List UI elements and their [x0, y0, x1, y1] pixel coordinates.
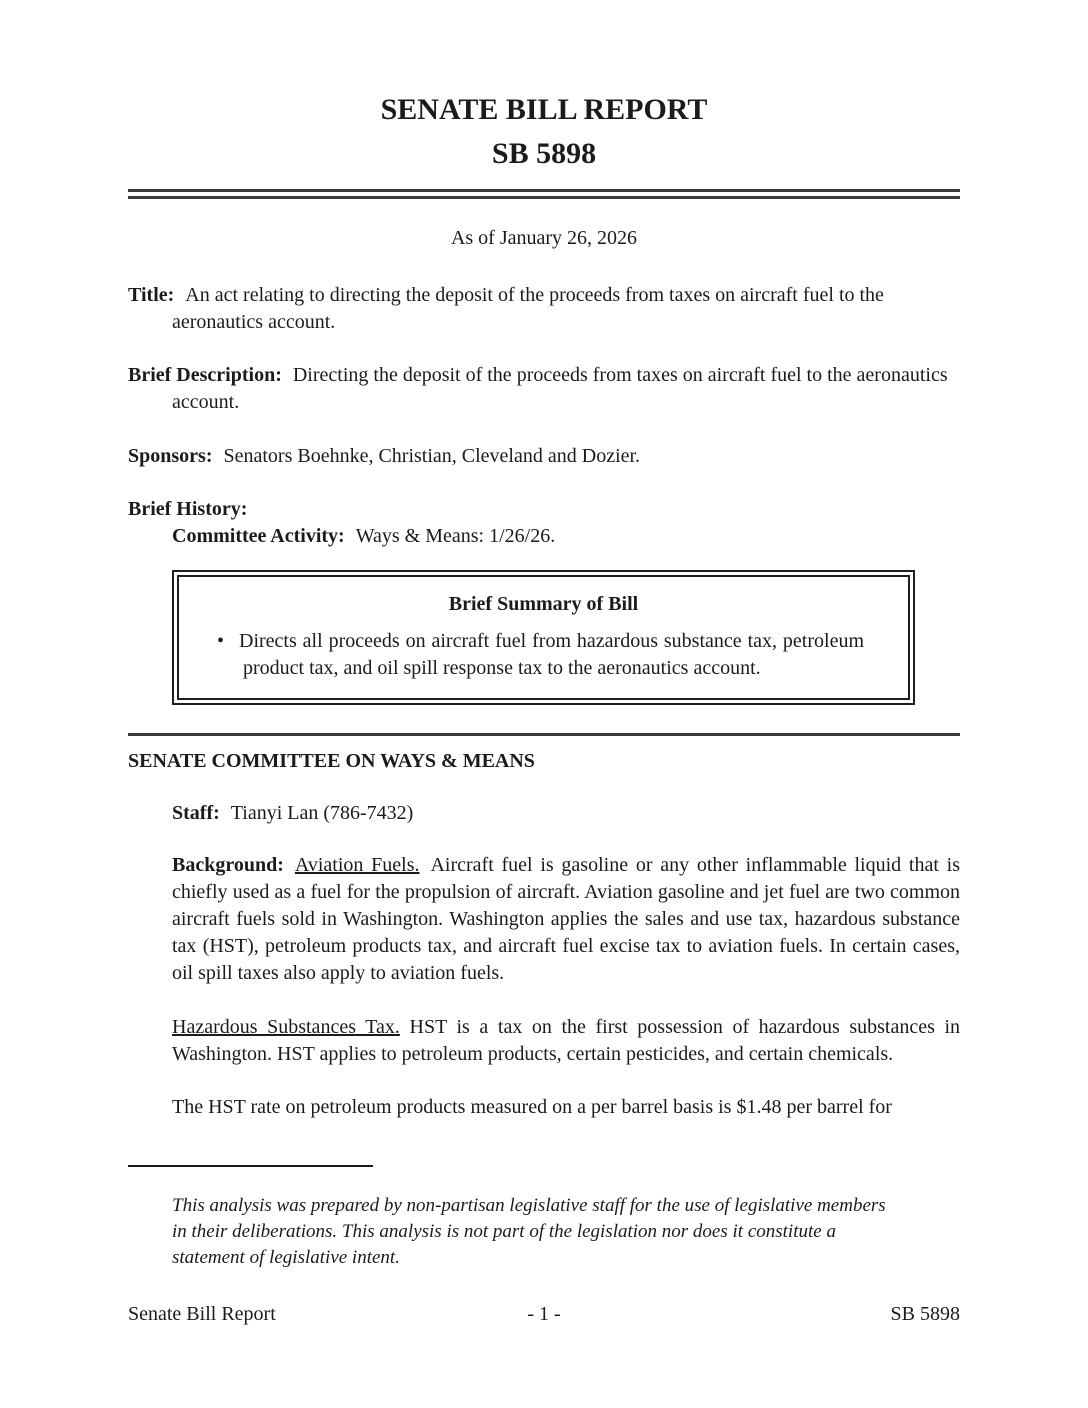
- brief-history-label: Brief History:: [128, 498, 248, 520]
- sponsors-label: Sponsors:: [128, 445, 213, 467]
- title-text: An act relating to directing the deposit of the proceeds from taxes on aircraft fuel to the aeronautics account.: [172, 284, 884, 333]
- summary-bullet-item: [179, 628, 864, 682]
- footnote-rule: [128, 1165, 373, 1167]
- committee-activity-text: Ways & Means: 1/26/26.: [355, 525, 556, 547]
- hazardous-substances-paragraph: [172, 1014, 960, 1068]
- title-label: Title:: [128, 284, 175, 306]
- document-header: [128, 88, 960, 252]
- page-footer: [128, 1301, 960, 1328]
- summary-bullet-text: Directs all proceeds on aircraft fuel from hazardous substance tax, petroleum product tax, and oil spill response tax to the aeronautics account.: [239, 630, 864, 679]
- staff-label: Staff:: [172, 802, 220, 824]
- footer-bill-number: SB 5898: [890, 1303, 960, 1325]
- footnote-text: This analysis was prepared by non-partisan legislative staff for the use of legislative members in their deliberations. This analysis is not part of the legislation nor does it constitute a statement of legislative intent.: [172, 1195, 886, 1268]
- bullet-marker: •: [217, 630, 225, 652]
- report-title: SENATE BILL REPORT: [380, 93, 708, 126]
- committee-activity-line: [172, 523, 960, 550]
- section-rule: [128, 733, 960, 736]
- brief-summary-title: Brief Summary of Bill: [448, 593, 639, 615]
- background-paragraph: [172, 852, 960, 987]
- bill-number-title: SB 5898: [491, 137, 597, 170]
- title-paragraph: [128, 282, 960, 336]
- sponsors-paragraph: [128, 443, 960, 470]
- brief-description-text: Directing the deposit of the proceeds from taxes on aircraft fuel to the aeronautics account.: [172, 364, 948, 413]
- footer-document-name: Senate Bill Report: [128, 1303, 276, 1325]
- staff-line: [172, 800, 960, 827]
- aviation-fuels-text: Aircraft fuel is gasoline or any other inflammable liquid that is chiefly used as a fuel for the propulsion of aircraft. Aviation gasoline and jet fuel are two common aircraft fuels sold in Washington. Washington applies the sales and use tax, hazardous substance tax (HST), petroleum products tax, and aircraft fuel excise tax to aviation fuels. In certain cases, oil spill taxes also apply to aviation fuels.: [172, 854, 960, 984]
- brief-summary-box-inner: [177, 575, 910, 700]
- staff-text: Tianyi Lan (786-7432): [230, 802, 414, 824]
- background-label: Background:: [172, 854, 284, 876]
- footer-page-number: - 1 -: [527, 1303, 561, 1325]
- brief-description-label: Brief Description:: [128, 364, 282, 386]
- brief-summary-box: [172, 570, 915, 705]
- brief-description-paragraph: [128, 362, 960, 416]
- header-double-rule: [128, 189, 960, 199]
- committee-section-heading: SENATE COMMITTEE ON WAYS & MEANS: [128, 750, 535, 772]
- aviation-fuels-heading: Aviation Fuels.: [294, 854, 420, 876]
- hazardous-substances-text: HST is a tax on the first possession of hazardous substances in Washington. HST applies to petroleum products, certain pesticides, and certain chemicals.: [172, 1016, 961, 1065]
- hst-rate-paragraph: The HST rate on petroleum products measured on a per barrel basis is $1.48 per barrel for: [172, 1096, 892, 1118]
- as-of-date: As of January 26, 2026: [450, 227, 638, 249]
- hazardous-substances-heading: Hazardous Substances Tax.: [172, 1016, 400, 1038]
- committee-activity-label: Committee Activity:: [172, 525, 345, 547]
- sponsors-text: Senators Boehnke, Christian, Cleveland and Dozier.: [223, 445, 641, 467]
- brief-history-heading: [128, 496, 960, 523]
